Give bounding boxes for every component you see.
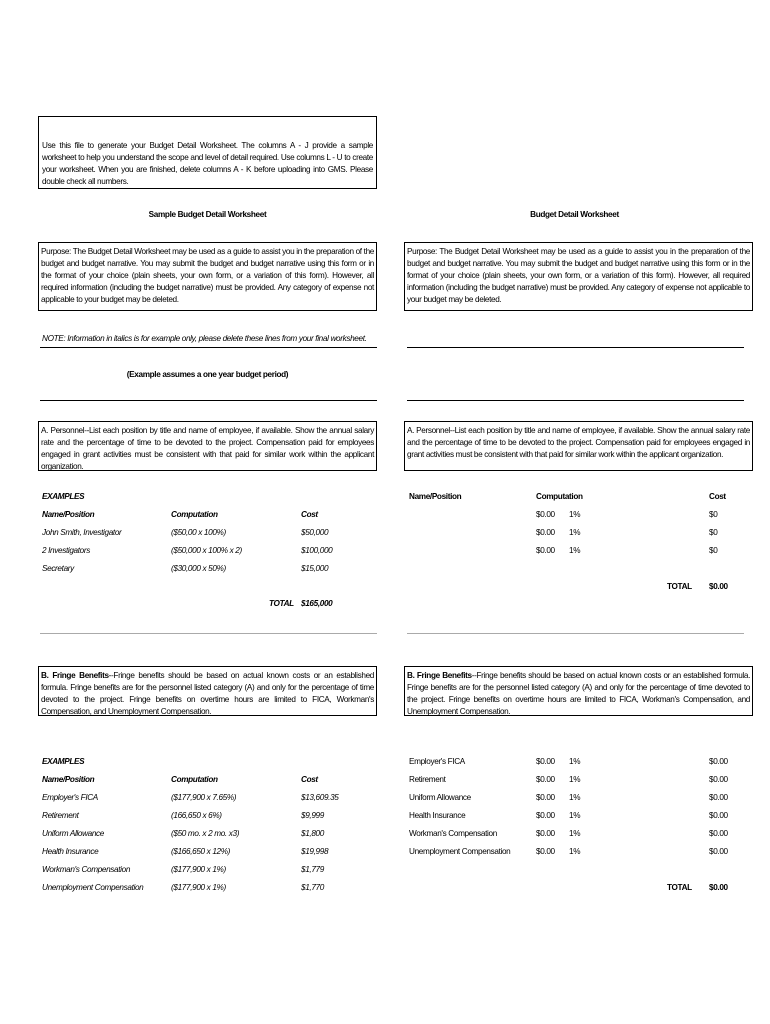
row-name: Retirement — [42, 811, 79, 820]
row-cost: $0.00 — [709, 793, 728, 802]
row-amount[interactable]: $0.00 — [536, 528, 555, 537]
row-name: Workman's Compensation — [42, 865, 131, 874]
row-name: Retirement — [409, 775, 446, 784]
row-cost: $100,000 — [301, 546, 333, 555]
fringe-box — [404, 666, 753, 716]
sample-worksheet-title: Sample Budget Detail Worksheet — [148, 210, 267, 219]
note-text: NOTE: Information in italics is for example only, please delete these lines from your final worksheet. — [42, 334, 367, 343]
total-value: $0.00 — [709, 883, 728, 892]
fringe-text: --Fringe benefits should be based on actual known costs or an established formula. Fringe benefits are for the personnel listed category (A) and only for the percentage of time devoted to the project. Fringe benefits on overtime hours are limited to FICA, Workman's Compensation, and Unemployment Compensation. — [41, 671, 375, 716]
row-computation: ($50 mo. x 2 mo. x3) — [171, 829, 240, 838]
col-header-cost: Cost — [709, 492, 726, 501]
row-name: Uniform Allowance — [409, 793, 471, 802]
fringe-title: B. Fringe Benefits — [407, 671, 472, 680]
row-amount[interactable]: $0.00 — [536, 546, 555, 555]
sample-purpose-text: Purpose: The Budget Detail Worksheet may be used as a guide to assist you in the preparation of the budget and budget narrative. You may submit the budget and budget narrative using this form or in the format of your choice (plain sheets, your own form, or a variation of this form). However, all required information (including the budget narrative) must be provided. Any category of expense not applicable to your budget may be deleted. — [41, 247, 374, 304]
total-value: $165,000 — [301, 599, 333, 608]
row-amount[interactable]: $0.00 — [536, 757, 555, 766]
col-header-cost: Cost — [301, 510, 318, 519]
row-cost: $1,800 — [301, 829, 324, 838]
row-percent[interactable]: 1% — [569, 775, 581, 784]
purpose-box — [404, 242, 753, 311]
fringe-text: --Fringe benefits should be based on actual known costs or an established formula. Fringe benefits are for the personnel listed category (A) and only for the percentage of time devoted to the project. Fringe benefits on overtime hours are limited to FICA, Workman's Compensation, and Unemployment Compensation. — [407, 671, 751, 716]
examples-label: EXAMPLES — [42, 757, 85, 766]
divider — [407, 400, 744, 401]
col-header-name: Name/Position — [42, 510, 95, 519]
row-cost: $0.00 — [709, 847, 728, 856]
divider — [40, 347, 377, 348]
row-amount[interactable]: $0.00 — [536, 847, 555, 856]
row-amount[interactable]: $0.00 — [536, 510, 555, 519]
row-computation: ($177,900 x 1%) — [171, 883, 226, 892]
sample-purpose-box — [38, 242, 377, 311]
row-percent[interactable]: 1% — [569, 811, 581, 820]
row-name: Secretary — [42, 564, 74, 573]
sample-personnel-box — [38, 421, 377, 471]
row-cost: $0.00 — [709, 757, 728, 766]
total-label: TOTAL — [269, 599, 294, 608]
personnel-text: A. Personnel--List each position by title and name of employee, if available. Show the annual salary rate and the percentage of time to be devoted to the project. Compensation paid for employees engaged in grant activities must be consistent with that paid for similar work within the applicant organization. — [407, 426, 750, 459]
row-computation: ($166,650 x 12%) — [171, 847, 231, 856]
row-name: Employer's FICA — [409, 757, 465, 766]
row-amount[interactable]: $0.00 — [536, 829, 555, 838]
fringe-title: B. Fringe Benefits — [41, 671, 109, 680]
purpose-text: Purpose: The Budget Detail Worksheet may be used as a guide to assist you in the preparation of the budget and budget narrative. You may submit the budget and budget narrative using this form or in the format of your choice (plain sheets, your own form, or a variation of this form). However, all required information (including the budget narrative) must be provided. Any category of expense not applicable to your budget may be deleted. — [407, 247, 750, 304]
row-percent[interactable]: 1% — [569, 510, 581, 519]
row-name: Uniform Allowance — [42, 829, 105, 838]
row-cost: $19,998 — [301, 847, 329, 856]
total-label: TOTAL — [667, 582, 692, 591]
col-header-name: Name/Position — [409, 492, 462, 501]
row-cost: $0 — [709, 510, 718, 519]
assumption-text: (Example assumes a one year budget period) — [126, 370, 289, 379]
row-cost: $13,609.35 — [301, 793, 339, 802]
col-header-computation: Computation — [171, 775, 218, 784]
total-label: TOTAL — [667, 883, 692, 892]
col-header-computation: Computation — [171, 510, 218, 519]
row-name: Employer's FICA — [42, 793, 98, 802]
row-cost: $50,000 — [301, 528, 329, 537]
personnel-box — [404, 421, 753, 471]
row-percent[interactable]: 1% — [569, 793, 581, 802]
instructions-text: Use this file to generate your Budget Detail Worksheet. The columns A - J provide a sample worksheet to help you understand the scope and level of detail required. Use columns L - U to create your worksheet. When you are finished, delete columns A - K before uploading into GMS. Please double check all numbers. — [42, 141, 373, 186]
instructions-box — [38, 116, 377, 189]
col-header-name: Name/Position — [42, 775, 95, 784]
row-cost: $0 — [709, 546, 718, 555]
divider — [407, 633, 744, 634]
row-cost: $0.00 — [709, 811, 728, 820]
row-name: Health Insurance — [42, 847, 99, 856]
row-percent[interactable]: 1% — [569, 546, 581, 555]
divider — [40, 633, 377, 634]
row-name: Unemployment Compensation — [42, 883, 144, 892]
row-name: Unemployment Compensation — [409, 847, 511, 856]
row-amount[interactable]: $0.00 — [536, 793, 555, 802]
row-computation: ($177,900 x 1%) — [171, 865, 226, 874]
row-cost: $0 — [709, 528, 718, 537]
row-cost: $0.00 — [709, 775, 728, 784]
row-cost: $1,779 — [301, 865, 324, 874]
examples-label: EXAMPLES — [42, 492, 85, 501]
row-percent[interactable]: 1% — [569, 757, 581, 766]
col-header-cost: Cost — [301, 775, 318, 784]
row-name: Health Insurance — [409, 811, 466, 820]
sample-fringe-box — [38, 666, 377, 716]
row-computation: ($50,000 x 100% x 2) — [171, 546, 242, 555]
row-amount[interactable]: $0.00 — [536, 811, 555, 820]
row-cost: $0.00 — [709, 829, 728, 838]
worksheet-title: Budget Detail Worksheet — [530, 210, 619, 219]
row-computation: ($30,000 x 50%) — [171, 564, 226, 573]
row-amount[interactable]: $0.00 — [536, 775, 555, 784]
total-value: $0.00 — [709, 582, 728, 591]
row-name: 2 Investigators — [42, 546, 90, 555]
row-percent[interactable]: 1% — [569, 829, 581, 838]
row-computation: (166,650 x 6%) — [171, 811, 222, 820]
sample-personnel-text: A. Personnel--List each position by title and name of employee, if available. Show the annual salary rate and the percentage of time to be devoted to the project. Compensation paid for employees engaged in grant activities must be consistent with that paid for similar work within the applicant organization. — [41, 426, 374, 471]
row-cost: $1,770 — [301, 883, 324, 892]
divider — [40, 400, 377, 401]
row-percent[interactable]: 1% — [569, 528, 581, 537]
row-name: John Smith, Investigator — [42, 528, 122, 537]
divider — [407, 347, 744, 348]
row-computation: ($50,00 x 100%) — [171, 528, 226, 537]
row-percent[interactable]: 1% — [569, 847, 581, 856]
row-computation: ($177,900 x 7.65%) — [171, 793, 237, 802]
row-cost: $9,999 — [301, 811, 324, 820]
col-header-computation: Computation — [536, 492, 583, 501]
row-cost: $15,000 — [301, 564, 329, 573]
row-name: Workman's Compensation — [409, 829, 497, 838]
